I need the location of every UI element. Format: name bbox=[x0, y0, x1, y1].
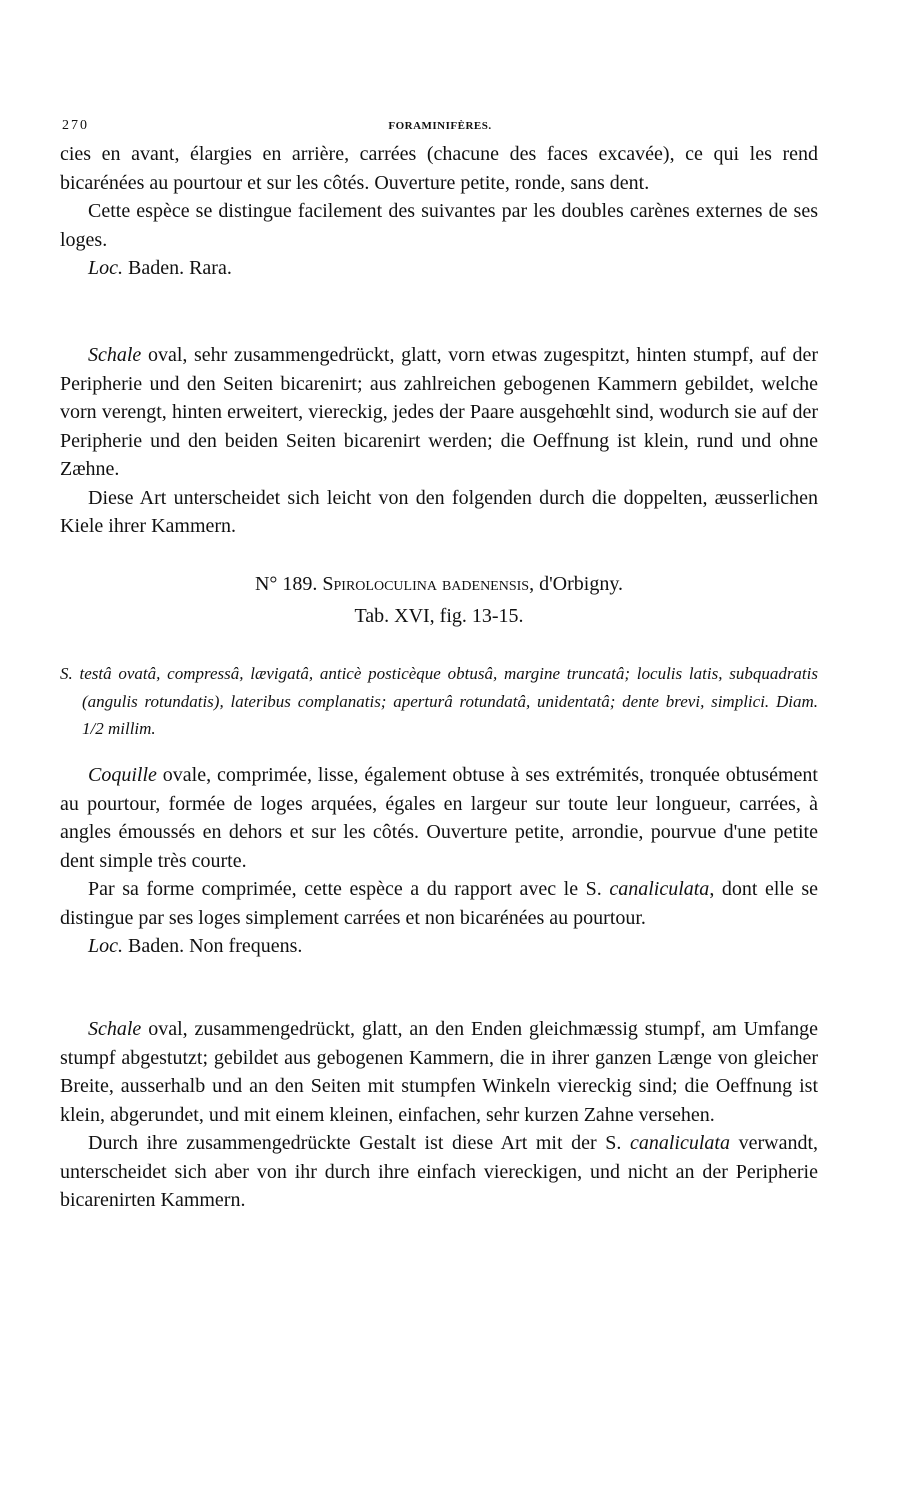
locality-text: Baden. Non frequens. bbox=[123, 935, 303, 957]
locality-line bbox=[60, 254, 818, 283]
locality-label: Loc. bbox=[88, 935, 123, 957]
french-description-continued bbox=[60, 140, 818, 283]
species-name: Spiroloculina badenensis bbox=[322, 573, 530, 595]
paragraph-text: verwandt, unterscheidet sich aber von ihr durch ihre einfach viereckigen, und nicht an der Peripherie bicarenirten Kammern. bbox=[60, 1132, 818, 1211]
paragraph: Diese Art unterscheidet sich leicht von den folgenden durch die doppelten, æusserlichen Kiele ihrer Kammern. bbox=[60, 486, 818, 537]
french-description-2 bbox=[60, 761, 818, 961]
species-heading bbox=[60, 568, 818, 632]
lead-word: Schale bbox=[88, 344, 142, 366]
paragraph: cies en avant, élargies en arrière, carrées (chacune des faces excavée), ce qui les rend bicarénées au pourtour et sur les côtés. Ouverture petite, ronde, sans dent. bbox=[60, 143, 818, 194]
paragraph-text: Par sa forme comprimée, cette espèce a du rapport avec le S. bbox=[88, 878, 610, 900]
german-description-2 bbox=[60, 1015, 818, 1215]
running-head: FORAMINIFÈRES. bbox=[388, 120, 492, 132]
paragraph bbox=[60, 341, 818, 484]
page-header bbox=[62, 118, 818, 138]
diagnosis-text: S. testâ ovatâ, compressâ, lævigatâ, anticè posticèque obtusâ, margine truncatâ; loculis latis, subquadratis (angulis rotundatis), lateribus complanatis; aperturâ rotundatâ, unidentatâ; dente brevi, simplici. Diam. 1/2 millim. bbox=[60, 664, 818, 738]
species-reference: canaliculata bbox=[609, 878, 710, 900]
species-author: , d'Orbigny. bbox=[529, 573, 624, 595]
paragraph-text: oval, zusammengedrückt, glatt, an den Enden gleichmæssig stumpf, am Umfange stumpf abgestutzt; gebildet aus gebogenen Kammern, die in ihrer ganzen Længe von gleicher Breite, ausserhalb und an den Seiten mit stumpfen Winkeln viereckig sind; die Oeffnung ist klein, abgerundet, und mit einem kleinen, einfachen, sehr kurzen Zahne versehen. bbox=[60, 1018, 818, 1126]
paragraph bbox=[60, 1015, 818, 1129]
locality-label: Loc. bbox=[88, 257, 123, 279]
plate-reference: Tab. XVI, fig. 13-15. bbox=[354, 605, 524, 627]
lead-word: Schale bbox=[88, 1018, 142, 1040]
german-description-1 bbox=[60, 341, 818, 541]
page-number: 270 bbox=[62, 118, 89, 133]
locality-text: Baden. Rara. bbox=[123, 257, 232, 279]
paragraph: Cette espèce se distingue facilement des suivantes par les doubles carènes externes de ses loges. bbox=[60, 200, 818, 251]
species-reference: canaliculata bbox=[630, 1132, 730, 1154]
species-number: N° 189. bbox=[254, 573, 318, 595]
paragraph-text: ovale, comprimée, lisse, également obtuse à ses extrémités, tronquée obtusément au pourtour, formée de loges arquées, égales en largeur sur toute leur longueur, carrées, à angles émoussés en dehors et sur les côtés. Ouverture petite, arrondie, pourvue d'une petite dent simple très courte. bbox=[60, 764, 818, 872]
paragraph bbox=[60, 1129, 818, 1215]
paragraph-text: Durch ihre zusammengedrückte Gestalt ist diese Art mit der S. bbox=[88, 1132, 630, 1154]
species-title bbox=[60, 568, 818, 600]
paragraph-text: oval, sehr zusammengedrückt, glatt, vorn etwas zugespitzt, hinten stumpf, auf der Peripherie und den Seiten bicarenirt; aus zahlreichen gebogenen Kammern gebildet, welche vorn verengt, hinten erweitert, viereckig, jedes der Paare ausgehœhlt sind, wodurch sie auf der Peripherie und den beiden Seiten bicarenirt werden; die Oeffnung ist klein, rund und ohne Zæhne. bbox=[60, 344, 818, 480]
paragraph bbox=[60, 761, 818, 875]
latin-diagnosis bbox=[60, 660, 818, 743]
paragraph-text: , dont elle se distingue par ses loges simplement carrées et non bicarénées au pourtour. bbox=[60, 878, 819, 929]
paragraph bbox=[60, 875, 818, 932]
lead-word: Coquille bbox=[88, 764, 157, 786]
locality-line bbox=[60, 932, 818, 961]
